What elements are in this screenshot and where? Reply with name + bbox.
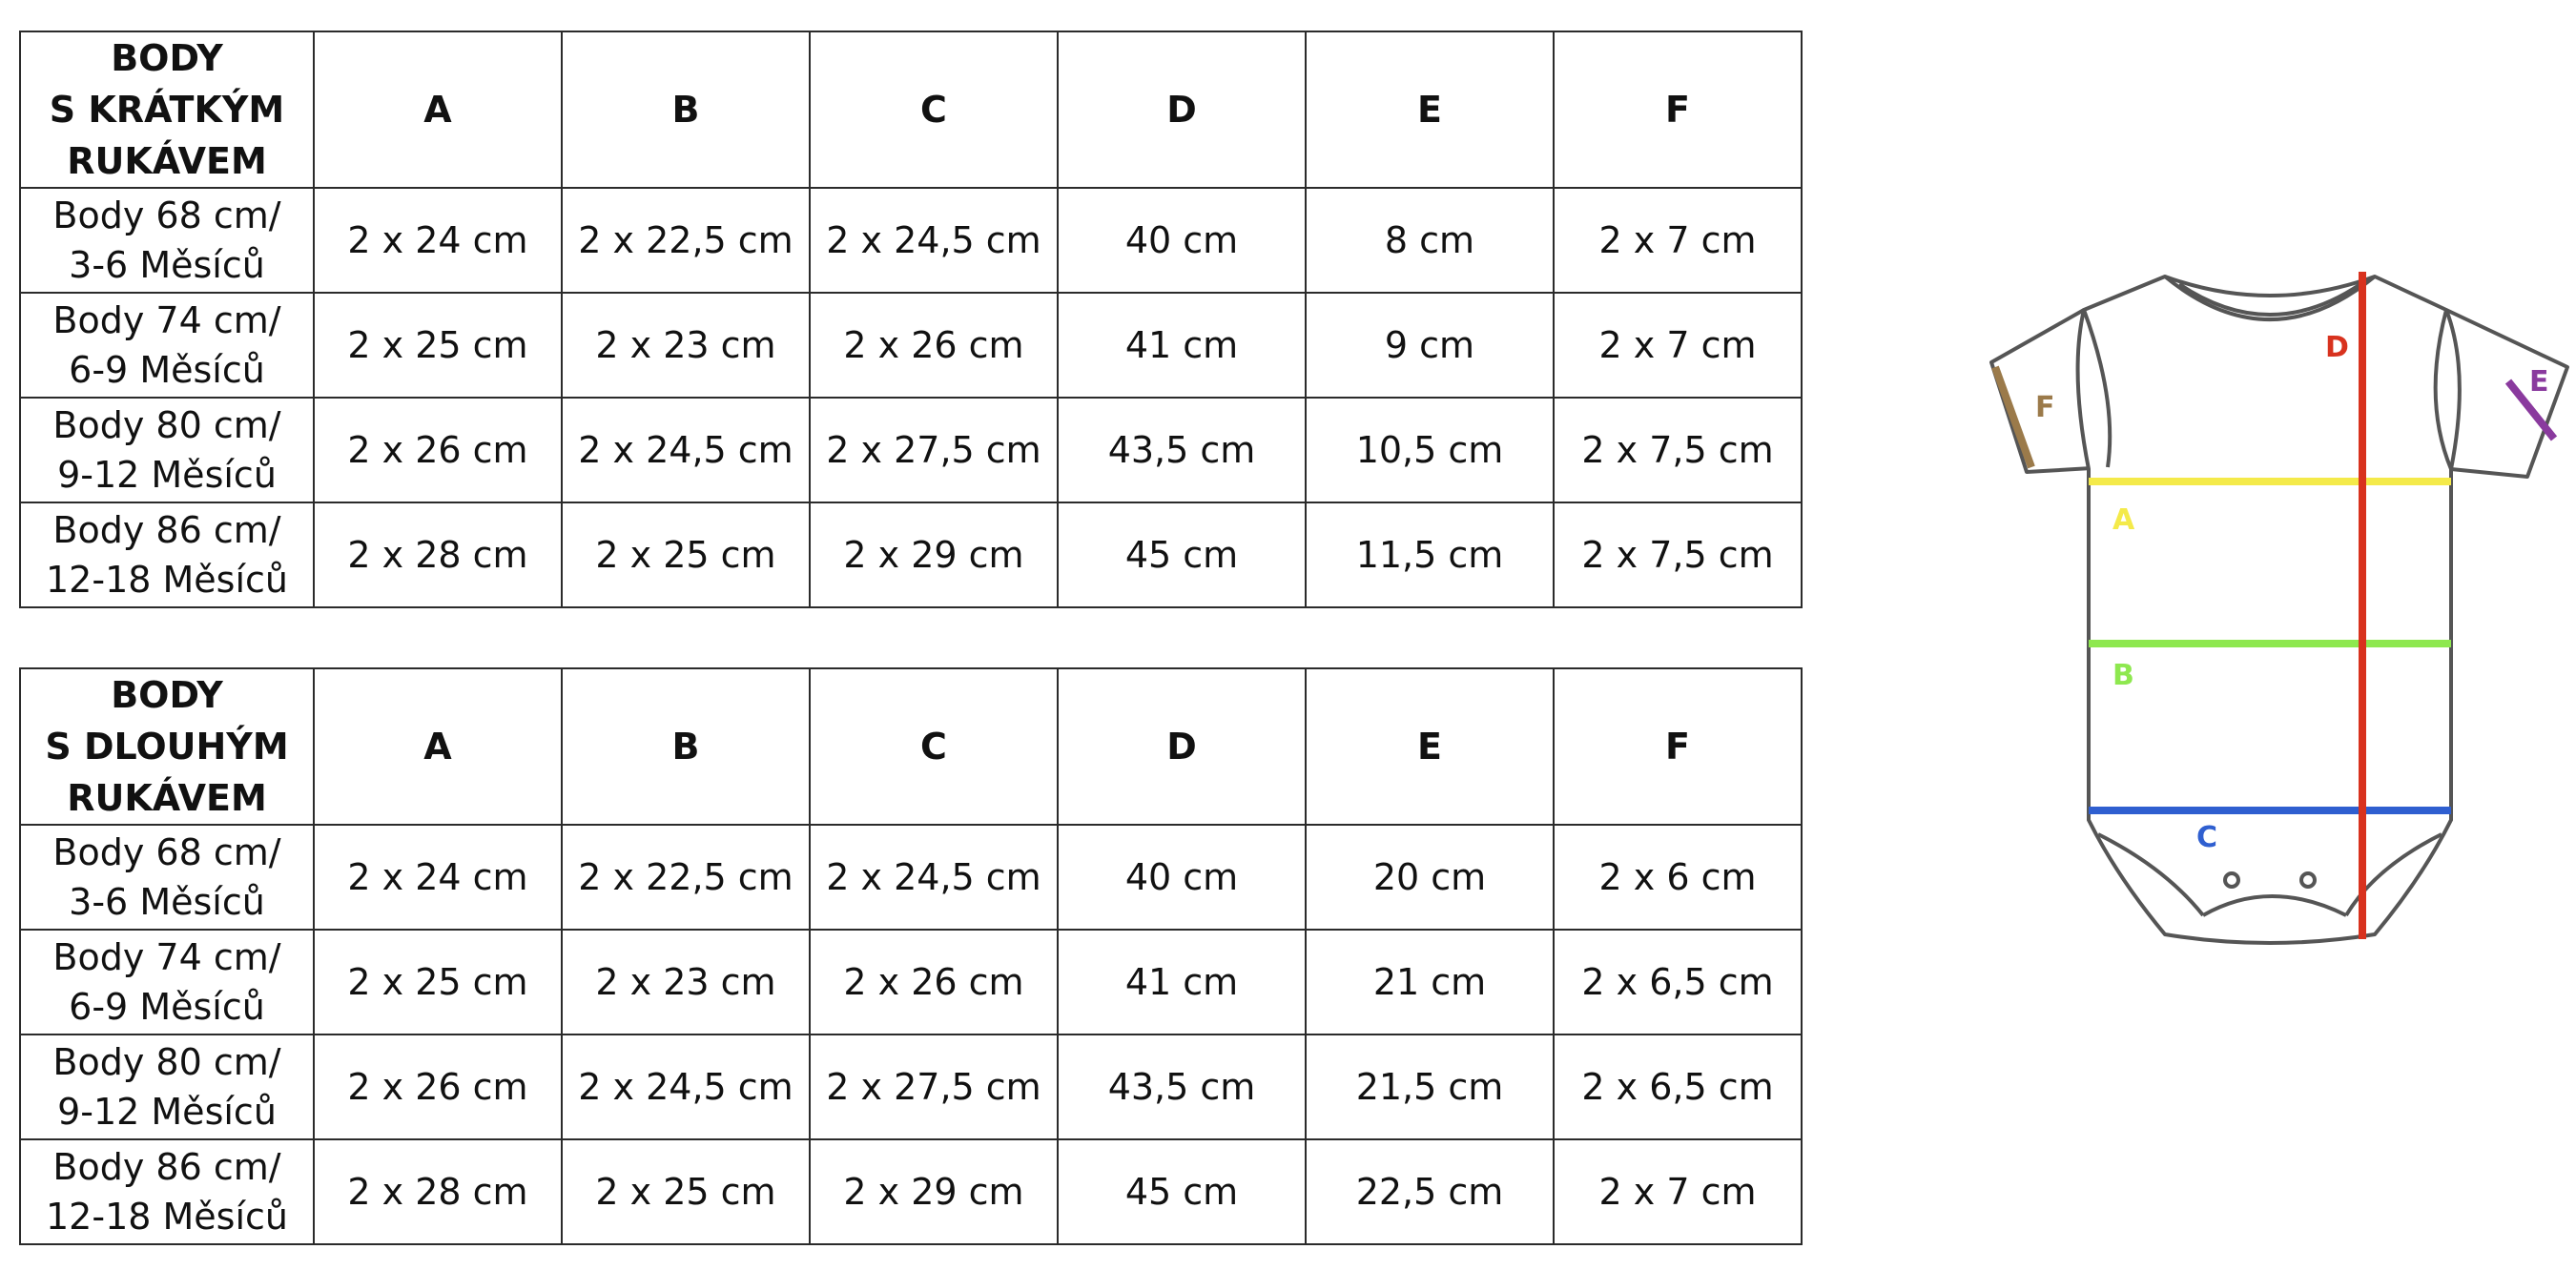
cell-e: 10,5 cm — [1306, 398, 1554, 502]
cell-c: 2 x 27,5 cm — [810, 1034, 1058, 1139]
cell-a: 2 x 28 cm — [314, 1139, 562, 1244]
table-row — [20, 502, 1802, 607]
cell-b: 2 x 25 cm — [562, 502, 810, 607]
column-header-d: D — [1058, 31, 1306, 188]
row-label-age: 9-12 Měsíců — [57, 1091, 277, 1133]
cell-d: 45 cm — [1058, 1139, 1306, 1244]
table-row — [20, 398, 1802, 502]
row-label — [20, 502, 314, 607]
row-label-size: Body 74 cm/ — [52, 936, 281, 978]
row-label-age: 9-12 Měsíců — [57, 454, 277, 496]
row-label-age: 12-18 Měsíců — [46, 559, 288, 601]
table-row — [20, 1034, 1802, 1139]
cell-b: 2 x 22,5 cm — [562, 188, 810, 293]
cell-b: 2 x 24,5 cm — [562, 1034, 810, 1139]
cell-b: 2 x 23 cm — [562, 293, 810, 398]
measure-label-e: E — [2529, 365, 2549, 399]
cell-a: 2 x 28 cm — [314, 502, 562, 607]
measure-label-d: D — [2325, 331, 2349, 364]
cell-f: 2 x 7 cm — [1554, 1139, 1802, 1244]
cell-c: 2 x 29 cm — [810, 502, 1058, 607]
column-header-b: B — [562, 31, 810, 188]
measure-label-b: B — [2112, 659, 2134, 692]
cell-f: 2 x 6 cm — [1554, 825, 1802, 930]
row-label-age: 6-9 Měsíců — [69, 986, 265, 1028]
cell-f: 2 x 7,5 cm — [1554, 398, 1802, 502]
row-label — [20, 1139, 314, 1244]
column-header-f: F — [1554, 668, 1802, 825]
cell-a: 2 x 24 cm — [314, 188, 562, 293]
cell-f: 2 x 6,5 cm — [1554, 1034, 1802, 1139]
row-label-size: Body 86 cm/ — [52, 509, 281, 551]
cell-c: 2 x 27,5 cm — [810, 398, 1058, 502]
table-title-line: S DLOUHÝM — [45, 726, 289, 768]
cell-a: 2 x 26 cm — [314, 1034, 562, 1139]
cell-b: 2 x 25 cm — [562, 1139, 810, 1244]
cell-d: 41 cm — [1058, 293, 1306, 398]
row-label-age: 3-6 Měsíců — [69, 881, 265, 923]
table-row — [20, 930, 1802, 1034]
cell-c: 2 x 24,5 cm — [810, 825, 1058, 930]
row-label-size: Body 74 cm/ — [52, 299, 281, 341]
cell-c: 2 x 26 cm — [810, 930, 1058, 1034]
table-row — [20, 293, 1802, 398]
cell-e: 21,5 cm — [1306, 1034, 1554, 1139]
row-label-size: Body 80 cm/ — [52, 1041, 281, 1083]
cell-d: 43,5 cm — [1058, 398, 1306, 502]
table-header-row — [20, 31, 1802, 188]
table-title — [20, 668, 314, 825]
measure-label-c: C — [2196, 821, 2218, 854]
row-label-size: Body 80 cm/ — [52, 404, 281, 446]
table-title-line: BODY — [111, 674, 223, 716]
cell-a: 2 x 25 cm — [314, 293, 562, 398]
row-label — [20, 825, 314, 930]
column-header-f: F — [1554, 31, 1802, 188]
table-row — [20, 825, 1802, 930]
onesie-measurement-diagram — [1974, 257, 2575, 963]
cell-a: 2 x 25 cm — [314, 930, 562, 1034]
measure-label-f: F — [2035, 391, 2055, 424]
row-label — [20, 293, 314, 398]
cell-f: 2 x 6,5 cm — [1554, 930, 1802, 1034]
column-header-c: C — [810, 31, 1058, 188]
size-table-short-sleeve — [19, 31, 1803, 608]
cell-f: 2 x 7 cm — [1554, 293, 1802, 398]
column-header-d: D — [1058, 668, 1306, 825]
cell-e: 21 cm — [1306, 930, 1554, 1034]
cell-e: 20 cm — [1306, 825, 1554, 930]
cell-d: 43,5 cm — [1058, 1034, 1306, 1139]
row-label-age: 12-18 Měsíců — [46, 1196, 288, 1238]
row-label — [20, 398, 314, 502]
cell-e: 8 cm — [1306, 188, 1554, 293]
cell-f: 2 x 7 cm — [1554, 188, 1802, 293]
cell-e: 11,5 cm — [1306, 502, 1554, 607]
cell-f: 2 x 7,5 cm — [1554, 502, 1802, 607]
table-row — [20, 188, 1802, 293]
row-label-size: Body 86 cm/ — [52, 1146, 281, 1188]
cell-c: 2 x 29 cm — [810, 1139, 1058, 1244]
onesie-outline-icon — [1991, 277, 2567, 943]
cell-a: 2 x 24 cm — [314, 825, 562, 930]
cell-b: 2 x 22,5 cm — [562, 825, 810, 930]
table-title-line: S KRÁTKÝM — [49, 89, 285, 131]
row-label — [20, 1034, 314, 1139]
table-row — [20, 1139, 1802, 1244]
table-title-line: RUKÁVEM — [67, 140, 267, 182]
table-title-line: RUKÁVEM — [67, 777, 267, 819]
row-label-age: 6-9 Měsíců — [69, 349, 265, 391]
cell-a: 2 x 26 cm — [314, 398, 562, 502]
size-table-long-sleeve — [19, 667, 1803, 1245]
cell-b: 2 x 24,5 cm — [562, 398, 810, 502]
cell-c: 2 x 26 cm — [810, 293, 1058, 398]
table-title — [20, 31, 314, 188]
column-header-b: B — [562, 668, 810, 825]
row-label — [20, 930, 314, 1034]
cell-c: 2 x 24,5 cm — [810, 188, 1058, 293]
cell-d: 40 cm — [1058, 188, 1306, 293]
measure-label-a: A — [2112, 503, 2135, 537]
table-header-row — [20, 668, 1802, 825]
row-label-size: Body 68 cm/ — [52, 195, 281, 236]
column-header-e: E — [1306, 668, 1554, 825]
cell-e: 22,5 cm — [1306, 1139, 1554, 1244]
cell-e: 9 cm — [1306, 293, 1554, 398]
column-header-a: A — [314, 31, 562, 188]
column-header-e: E — [1306, 31, 1554, 188]
cell-d: 45 cm — [1058, 502, 1306, 607]
cell-b: 2 x 23 cm — [562, 930, 810, 1034]
cell-d: 41 cm — [1058, 930, 1306, 1034]
column-header-a: A — [314, 668, 562, 825]
column-header-c: C — [810, 668, 1058, 825]
row-label-age: 3-6 Měsíců — [69, 244, 265, 286]
table-title-line: BODY — [111, 37, 223, 79]
row-label-size: Body 68 cm/ — [52, 831, 281, 873]
row-label — [20, 188, 314, 293]
cell-d: 40 cm — [1058, 825, 1306, 930]
